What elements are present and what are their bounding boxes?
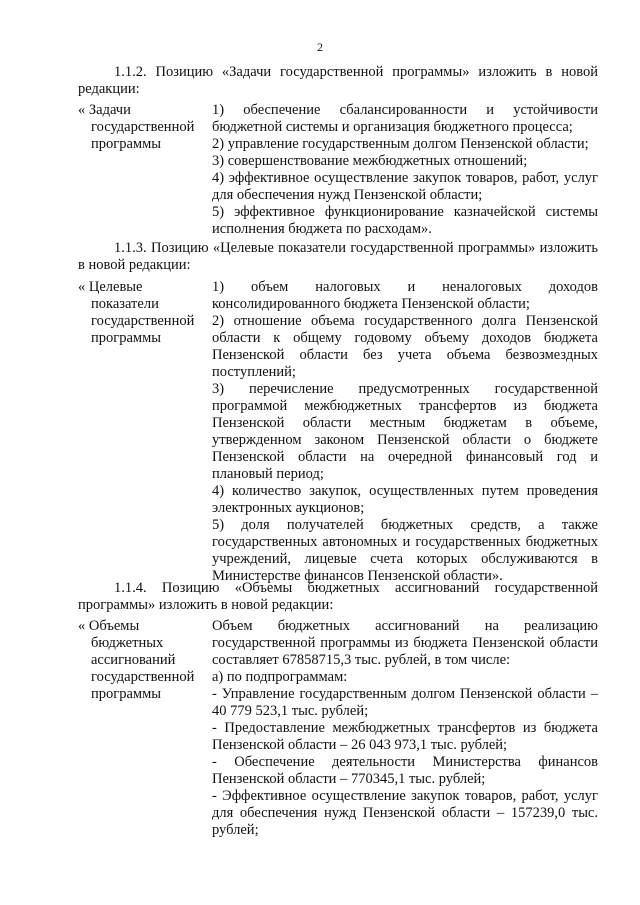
section-1-1-3-heading: 1.1.3. Позицию «Целевые показатели государственной программы» изложить в новой редакции: xyxy=(78,240,598,273)
section-1-1-2-heading: 1.1.2. Позицию «Задачи государственной программы» изложить в новой редакции: xyxy=(78,64,598,97)
list-item: 1) обеспечение сбалансированности и устойчивости бюджетной системы и организация бюджетного процесса; xyxy=(212,102,598,135)
label-line: государственной xyxy=(91,669,195,685)
section-1-1-2-content xyxy=(212,102,598,238)
list-item: 4) эффективное осуществление закупок товаров, работ, услуг для обеспечения нужд Пензенской области; xyxy=(212,170,598,203)
label-line: программы xyxy=(91,136,161,152)
section-1-1-3-label xyxy=(78,279,208,347)
list-item: Объем бюджетных ассигнований на реализацию государственной программы из бюджета Пензенской области составляет 67858715,3 тыс. рублей, в том числе: xyxy=(212,618,598,668)
label-line: государственной xyxy=(91,119,195,135)
label-line: « Целевые xyxy=(78,279,143,295)
section-1-1-3-content xyxy=(212,279,598,585)
list-item: 1) объем налоговых и неналоговых доходов консолидированного бюджета Пензенской области; xyxy=(212,279,598,312)
label-line: « Задачи xyxy=(78,102,131,118)
label-line: ассигнований xyxy=(91,652,176,668)
list-item: - Предоставление межбюджетных трансфертов из бюджета Пензенской области – 26 043 973,1 тыс. рублей; xyxy=(212,720,598,753)
list-item: 4) количество закупок, осуществленных путем проведения электронных аукционов; xyxy=(212,483,598,516)
list-item: 5) доля получателей бюджетных средств, а также государственных автономных и государственных бюджетных учреждений, лицевые счета которых обслуживаются в Министерстве финансов Пензенской области». xyxy=(212,517,598,584)
label-line: бюджетных xyxy=(91,635,164,651)
label-line: программы xyxy=(91,686,161,702)
list-item: 5) эффективное функционирование казначейской системы исполнения бюджета по расходам». xyxy=(212,204,598,237)
list-item: а) по подпрограммам: xyxy=(212,669,348,685)
section-1-1-4-content xyxy=(212,618,598,839)
label-line: показатели xyxy=(91,296,159,312)
list-item: - Обеспечение деятельности Министерства финансов Пензенской области – 770345,1 тыс. рублей; xyxy=(212,754,598,787)
section-1-1-2-label xyxy=(78,102,208,153)
label-line: программы xyxy=(91,330,161,346)
label-line: « Объемы xyxy=(78,618,140,634)
list-item: 3) перечисление предусмотренных государственной программой межбюджетных трансфертов из бюджета Пензенской области местным бюджетам в объеме, утвержденном законом Пензенской области о бюджете Пензенской области на очередной финансовый год и плановый период; xyxy=(212,381,598,482)
list-item: 2) управление государственным долгом Пензенской области; xyxy=(212,136,589,152)
list-item: - Управление государственным долгом Пензенской области – 40 779 523,1 тыс. рублей; xyxy=(212,686,598,719)
list-item: 3) совершенствование межбюджетных отношений; xyxy=(212,153,528,169)
section-1-1-4-label xyxy=(78,618,208,703)
section-1-1-4-heading: 1.1.4. Позицию «Объемы бюджетных ассигнований государственной программы» изложить в новой редакции: xyxy=(78,580,598,613)
list-item: 2) отношение объема государственного долга Пензенской области к общему годовому объему доходов бюджета Пензенской области без учета объема безвозмездных поступлений; xyxy=(212,313,598,380)
page-number: 2 xyxy=(317,40,323,54)
list-item: - Эффективное осуществление закупок товаров, работ, услуг для обеспечения нужд Пензенской области – 157239,0 тыс. рублей; xyxy=(212,788,598,838)
label-line: государственной xyxy=(91,313,195,329)
